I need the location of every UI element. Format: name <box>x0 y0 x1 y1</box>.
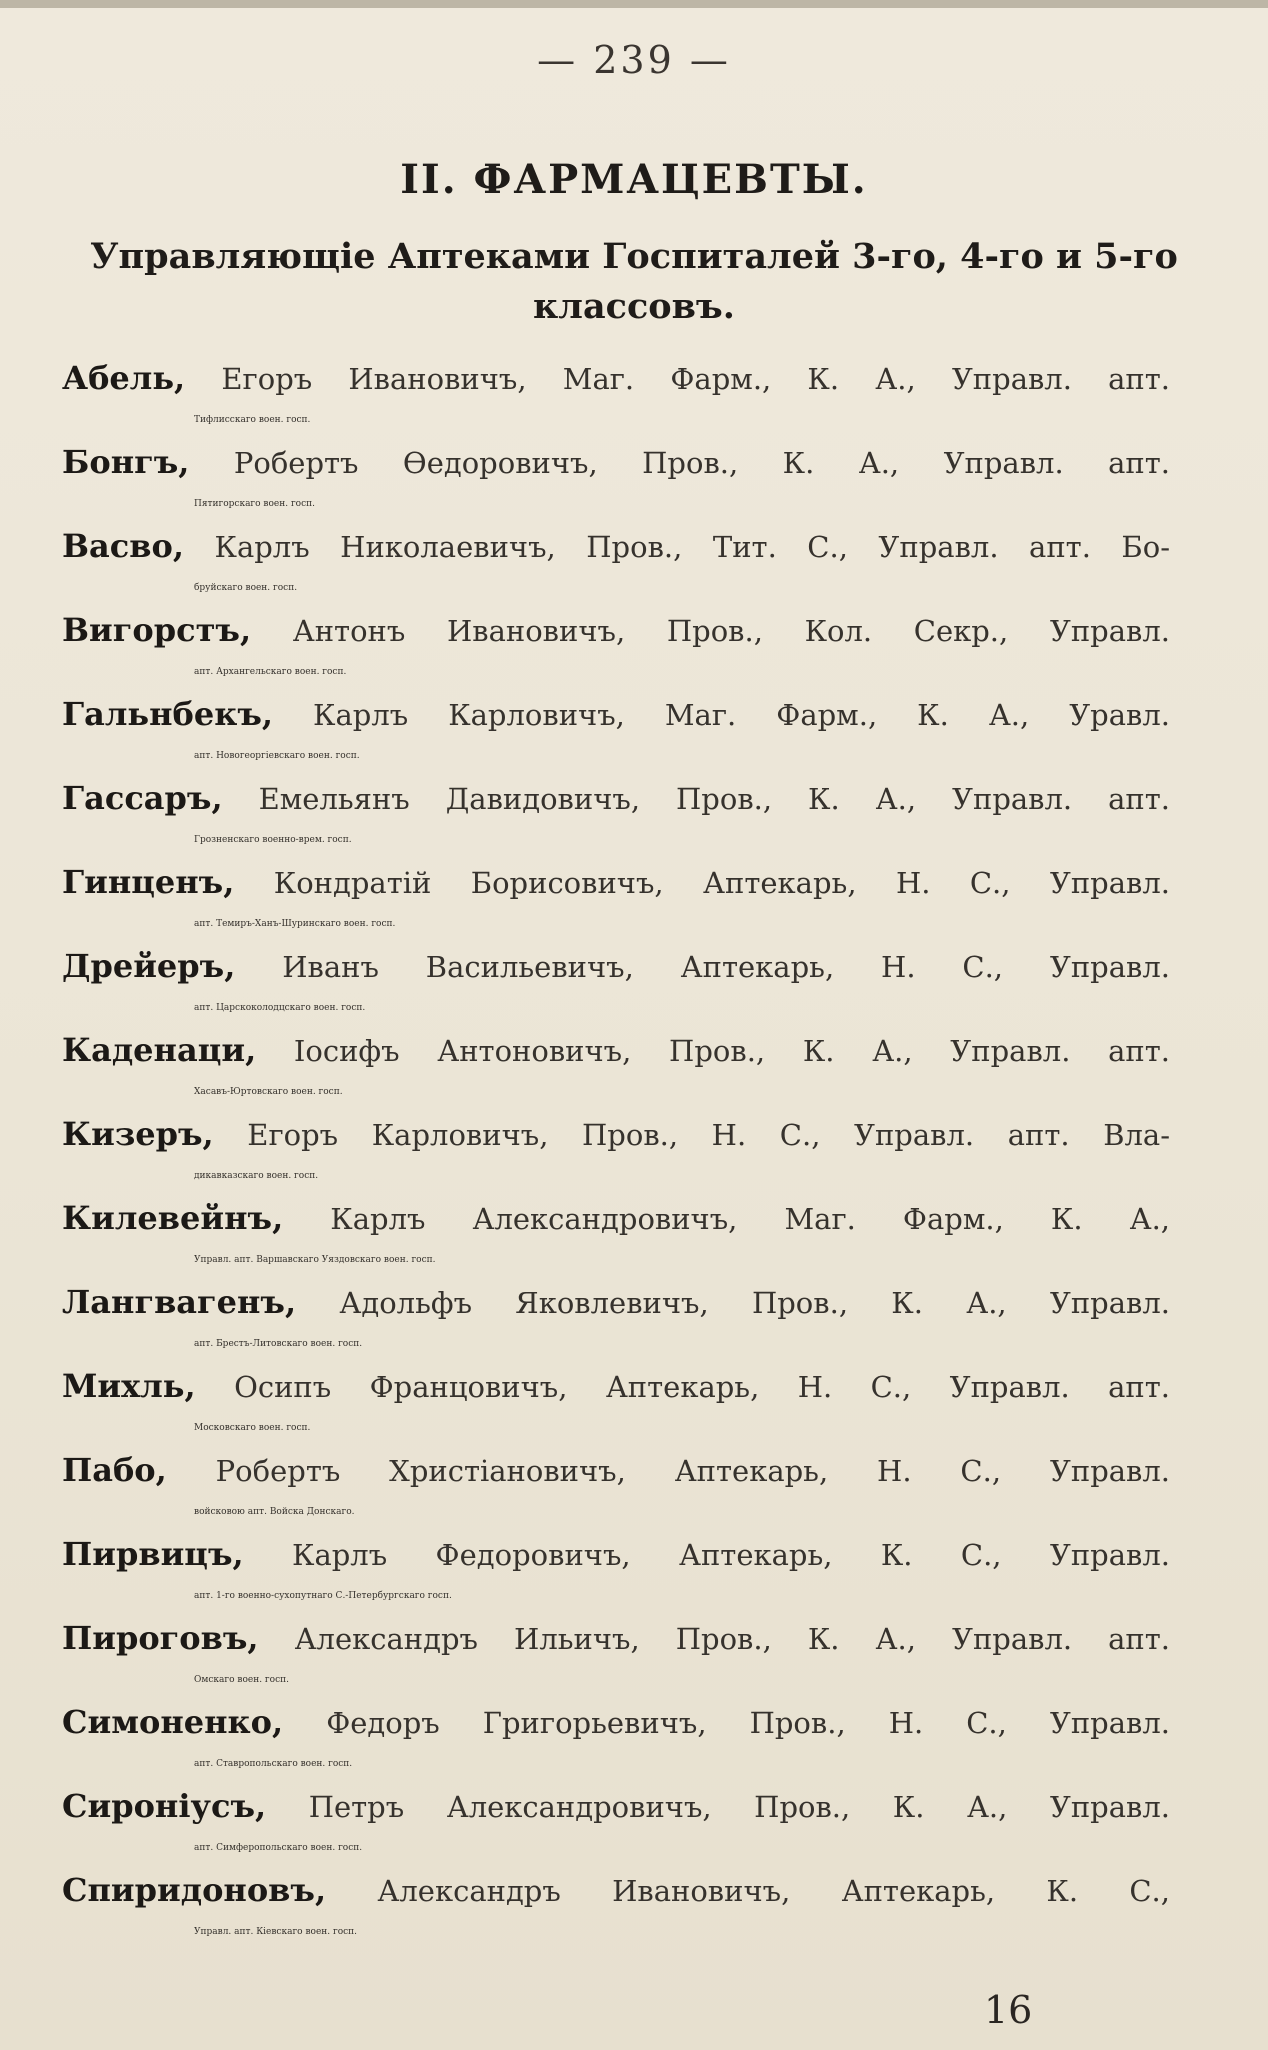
document-page <box>0 8 1268 2050</box>
entry-details: Іосифъ Антоновичъ, Пров., К. А., Управл. апт. <box>293 1034 1171 1068</box>
entry-continuation: апт. Новогеоргіевскаго воен. госп. <box>194 751 360 761</box>
entry-first-line <box>62 442 1170 484</box>
entry-continuation: апт. Ставропольскаго воен. госп. <box>194 1759 353 1769</box>
entry-first-line <box>62 1870 1170 1912</box>
entry-continuation: Управл. апт. Варшавскаго Уяздовскаго воен. госп. <box>194 1255 436 1265</box>
entry-details: Карлъ Федоровичъ, Аптекарь, К. С., Управл. <box>292 1538 1170 1572</box>
entry-first-line <box>62 1114 1170 1156</box>
list-item <box>62 1786 1170 1870</box>
page-top-edge <box>0 0 1268 8</box>
entry-surname: Гальнбекъ, <box>62 695 274 733</box>
entry-first-line <box>62 946 1170 988</box>
entry-surname: Гассаръ, <box>62 779 223 817</box>
entry-surname: Дрейеръ, <box>62 947 236 985</box>
entry-first-line <box>62 610 1170 652</box>
entry-surname: Пабо, <box>62 1451 167 1489</box>
entry-continuation: Омскаго воен. госп. <box>194 1675 289 1685</box>
entry-details: Федоръ Григорьевичъ, Пров., Н. С., Управл. <box>326 1706 1171 1740</box>
entry-continuation: апт. Брестъ-Литовскаго воен. госп. <box>194 1339 363 1349</box>
entry-list <box>62 358 1170 1954</box>
entry-details: Александръ Ильичъ, Пров., К. А., Управл. апт. <box>294 1622 1171 1656</box>
section-title: II. ФАРМАЦЕВТЫ. <box>400 156 868 203</box>
entry-first-line <box>62 1534 1170 1576</box>
entry-first-line <box>62 862 1170 904</box>
entry-details: Адольфъ Яковлевичъ, Пров., К. А., Управл. <box>339 1286 1170 1320</box>
entry-continuation: апт. Симферопольскаго воен. госп. <box>194 1843 363 1853</box>
entry-details: Карлъ Александровичъ, Маг. Фарм., К. А., <box>330 1202 1171 1236</box>
entry-details: Егоръ Ивановичъ, Маг. Фарм., К. А., Управл. апт. <box>221 362 1171 396</box>
entry-surname: Бонгъ, <box>62 443 190 481</box>
entry-surname: Сироніусъ, <box>62 1787 267 1825</box>
entry-first-line <box>62 778 1170 820</box>
entry-details: Карлъ Николаевичъ, Пров., Тит. С., Управл. апт. Бо- <box>214 530 1171 564</box>
entry-surname: Вигорстъ, <box>62 611 252 649</box>
entry-continuation: бруйскаго воен. госп. <box>194 583 298 593</box>
entry-continuation: апт. 1-го военно-сухопутнаго С.-Петербургскаго госп. <box>194 1591 452 1601</box>
list-item <box>62 1450 1170 1534</box>
entry-continuation: Хасавъ-Юртовскаго воен. госп. <box>194 1087 343 1097</box>
entry-continuation: апт. Архангельскаго воен. госп. <box>194 667 347 677</box>
entry-continuation: Тифлисскаго воен. госп. <box>194 415 311 425</box>
list-item <box>62 946 1170 1030</box>
entry-surname: Кизеръ, <box>62 1115 214 1153</box>
entry-surname: Спиридоновъ, <box>62 1871 327 1909</box>
list-item <box>62 358 1170 442</box>
entry-continuation: Грозненскаго военно-врем. госп. <box>194 835 352 845</box>
list-item <box>62 1282 1170 1366</box>
entry-first-line <box>62 526 1170 568</box>
entry-continuation: дикавказскаго воен. госп. <box>194 1171 319 1181</box>
entry-details: Иванъ Васильевичъ, Аптекарь, Н. С., Управл. <box>282 950 1171 984</box>
entry-first-line <box>62 1786 1170 1828</box>
entry-surname: Гинценъ, <box>62 863 235 901</box>
entry-details: Антонъ Ивановичъ, Пров., Кол. Секр., Управл. <box>292 614 1170 648</box>
entry-surname: Каденаци, <box>62 1031 257 1069</box>
entry-surname: Михль, <box>62 1367 196 1405</box>
entry-continuation: Московскаго воен. госп. <box>194 1423 311 1433</box>
entry-first-line <box>62 1366 1170 1408</box>
entry-details: Робертъ Өедоровичъ, Пров., К. А., Управл. апт. <box>233 446 1171 480</box>
list-item <box>62 1534 1170 1618</box>
entry-details: Карлъ Карловичъ, Маг. Фарм., К. А., Уравл. <box>313 698 1171 732</box>
entry-surname: Симоненко, <box>62 1703 284 1741</box>
entry-first-line <box>62 1030 1170 1072</box>
entry-continuation: апт. Царскоколодцскаго воен. госп. <box>194 1003 366 1013</box>
entry-details: Александръ Ивановичъ, Аптекарь, К. С., <box>377 1874 1170 1908</box>
list-item <box>62 442 1170 526</box>
list-item <box>62 778 1170 862</box>
entry-surname: Абель, <box>62 359 186 397</box>
entry-first-line <box>62 1198 1170 1240</box>
entry-continuation: апт. Темиръ-Ханъ-Шуринскаго воен. госп. <box>194 919 396 929</box>
entry-surname: Васво, <box>62 527 184 565</box>
entry-continuation: Пятигорскаго воен. госп. <box>194 499 315 509</box>
entry-first-line <box>62 694 1170 736</box>
entry-first-line <box>62 1618 1170 1660</box>
entry-surname: Пирвицъ, <box>62 1535 244 1573</box>
entry-continuation: Управл. апт. Кіевскаго воен. госп. <box>194 1927 358 1937</box>
section-subtitle: Управляющіе Аптеками Госпиталей 3-го, 4-го и 5-го классовъ. <box>90 236 1178 327</box>
list-item <box>62 1618 1170 1702</box>
entry-details: Осипъ Францовичъ, Аптекарь, Н. С., Управл. апт. <box>234 1370 1171 1404</box>
list-item <box>62 1030 1170 1114</box>
entry-first-line <box>62 1282 1170 1324</box>
entry-details: Егоръ Карловичъ, Пров., Н. С., Управл. апт. Вла- <box>247 1118 1171 1152</box>
entry-surname: Килевейнъ, <box>62 1199 284 1237</box>
list-item <box>62 526 1170 610</box>
entry-first-line <box>62 1450 1170 1492</box>
page-number: — 239 — <box>537 38 731 82</box>
entry-details: Петръ Александровичъ, Пров., К. А., Управл. <box>308 1790 1170 1824</box>
entry-details: Кондратій Борисовичъ, Аптекарь, Н. С., Управл. <box>273 866 1171 900</box>
list-item <box>62 694 1170 778</box>
list-item <box>62 610 1170 694</box>
entry-details: Робертъ Христіановичъ, Аптекарь, Н. С., Управл. <box>215 1454 1171 1488</box>
list-item <box>62 1702 1170 1786</box>
list-item <box>62 1198 1170 1282</box>
list-item <box>62 1114 1170 1198</box>
entry-continuation: войсковою апт. Войска Донскаго. <box>194 1507 355 1517</box>
list-item <box>62 862 1170 946</box>
entry-details: Емельянъ Давидовичъ, Пров., К. А., Управл. апт. <box>258 782 1170 816</box>
entry-first-line <box>62 1702 1170 1744</box>
list-item <box>62 1870 1170 1954</box>
entry-surname: Лангвагенъ, <box>62 1283 297 1321</box>
signature-mark: 16 <box>984 1988 1033 2032</box>
list-item <box>62 1366 1170 1450</box>
entry-first-line <box>62 358 1170 400</box>
entry-surname: Пироговъ, <box>62 1619 259 1657</box>
